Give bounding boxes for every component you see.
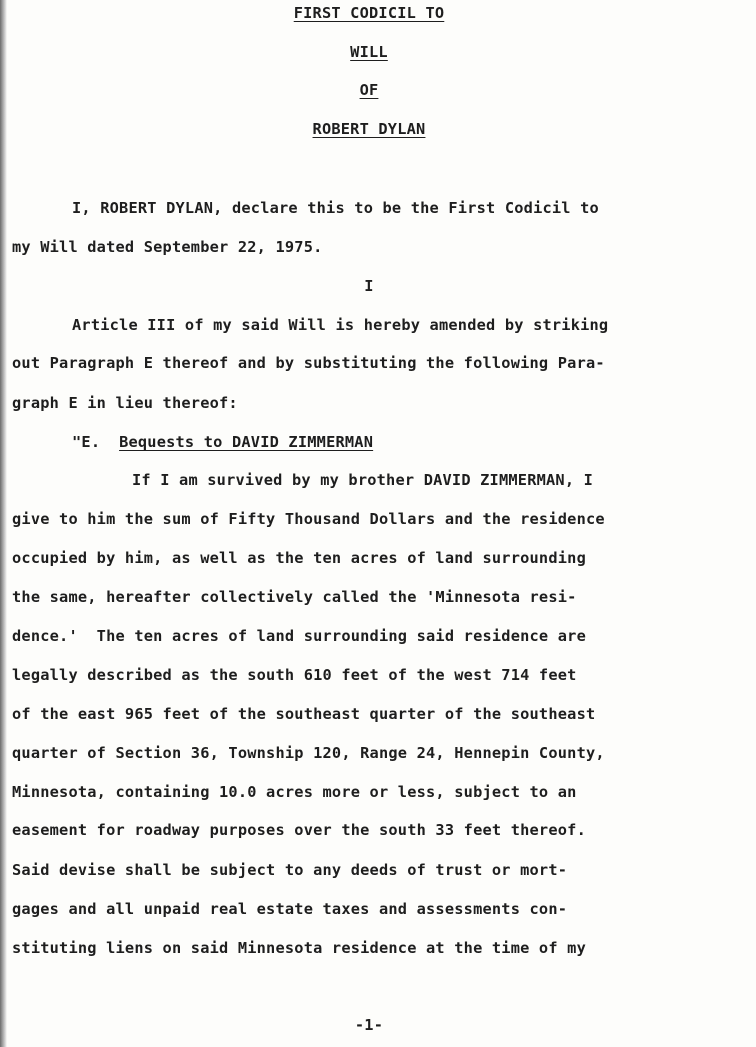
article-line: graph E in lieu thereof: bbox=[12, 394, 238, 412]
bequest-line: easement for roadway purposes over the south 33 feet thereof. bbox=[12, 821, 586, 839]
testator-name-heading: ROBERT DYLAN bbox=[312, 120, 426, 138]
section-number: I bbox=[364, 277, 374, 295]
bequest-line: stituting liens on said Minnesota residence at the time of my bbox=[12, 939, 586, 957]
paragraph-e-title: Bequests to DAVID ZIMMERMAN bbox=[119, 433, 374, 451]
bequest-line: Minnesota, containing 10.0 acres more or less, subject to an bbox=[12, 783, 577, 801]
intro-line: my Will dated September 22, 1975. bbox=[12, 238, 323, 256]
bequest-line: If I am survived by my brother DAVID ZIMMERMAN, I bbox=[132, 471, 594, 489]
page-number: -1- bbox=[354, 1016, 384, 1034]
article-line: Article III of my said Will is hereby amended by striking bbox=[72, 316, 609, 334]
bequest-line: Said devise shall be subject to any deeds of trust or mort- bbox=[12, 861, 568, 879]
paragraph-e-marker: "E. bbox=[72, 433, 101, 451]
page-binding-edge bbox=[0, 0, 7, 1047]
paragraph-e-heading bbox=[72, 432, 373, 452]
bequest-line: gages and all unpaid real estate taxes and assessments con- bbox=[12, 900, 568, 918]
bequest-line: occupied by him, as well as the ten acres of land surrounding bbox=[12, 549, 586, 567]
article-line: out Paragraph E thereof and by substituting the following Para- bbox=[12, 354, 605, 372]
bequest-line: the same, hereafter collectively called the 'Minnesota resi- bbox=[12, 588, 577, 606]
codicil-title: FIRST CODICIL TO bbox=[293, 4, 445, 22]
bequest-line: dence.' The ten acres of land surrounding said residence are bbox=[12, 627, 586, 645]
bequest-line: quarter of Section 36, Township 120, Range 24, Hennepin County, bbox=[12, 744, 605, 762]
bequest-line: legally described as the south 610 feet of the west 714 feet bbox=[12, 666, 577, 684]
bequest-line: give to him the sum of Fifty Thousand Dollars and the residence bbox=[12, 510, 605, 528]
of-heading: OF bbox=[359, 81, 379, 99]
will-heading: WILL bbox=[350, 43, 388, 61]
bequest-line: of the east 965 feet of the southeast quarter of the southeast bbox=[12, 705, 596, 723]
intro-line: I, ROBERT DYLAN, declare this to be the First Codicil to bbox=[72, 199, 599, 217]
